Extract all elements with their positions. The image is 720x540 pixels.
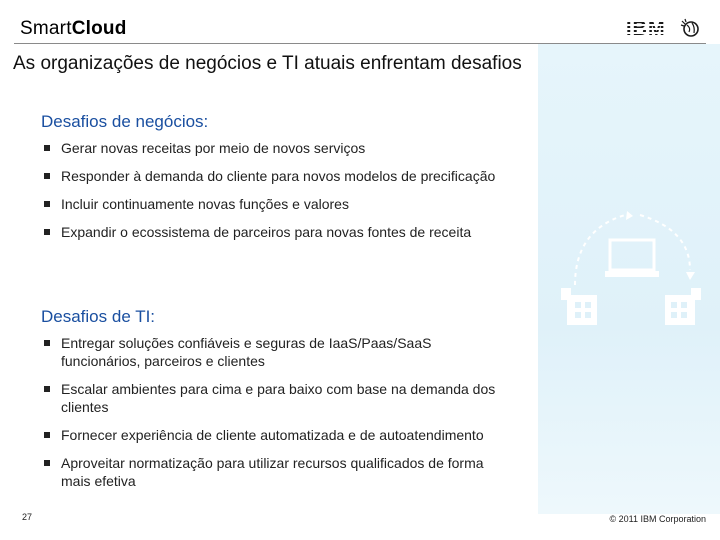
list-item (41, 426, 511, 444)
bullet-text: Aproveitar normatização para utilizar recursos qualificados de forma mais efetiva (61, 455, 484, 489)
ibm-logo-text: IBM (626, 18, 666, 40)
list-item (41, 334, 511, 370)
bullet-marker (44, 173, 50, 179)
list-item (41, 167, 511, 185)
logo-smart-text: Smart (20, 18, 72, 39)
bullet-text: Expandir o ecossistema de parceiros para novas fontes de receita (61, 224, 472, 240)
computer-monitor-icon (605, 240, 659, 277)
building-icon (665, 288, 701, 325)
bullet-marker (44, 460, 50, 466)
bullet-marker (44, 145, 50, 151)
bullet-marker (44, 340, 50, 346)
bullet-marker (44, 201, 50, 207)
bullet-text: Incluir continuamente novas funções e valores (61, 196, 349, 212)
bullet-marker (44, 229, 50, 235)
building-icon (561, 288, 597, 325)
copyright-notice: © 2011 IBM Corporation (609, 514, 706, 524)
bullet-marker (44, 432, 50, 438)
list-item (41, 139, 511, 157)
page-title: As organizações de negócios e TI atuais enfrentam desafios (13, 53, 522, 74)
list-item (41, 380, 511, 416)
bullet-list-business (41, 139, 511, 251)
logo-cloud-text: Cloud (71, 18, 127, 39)
section-heading-it: Desafios de TI: (41, 307, 156, 326)
page-number: 27 (22, 512, 33, 522)
ibm-logo (626, 18, 666, 41)
smartcloud-logo (20, 18, 127, 40)
bullet-text: Entregar soluções confiáveis e seguras de IaaS/Paas/SaaS funcionários, parceiros e clientes (61, 335, 432, 369)
section-heading-business: Desafios de negócios: (41, 112, 209, 131)
list-item (41, 195, 511, 213)
list-item (41, 454, 511, 490)
bullet-text: Fornecer experiência de cliente automatizada e de autoatendimento (61, 427, 484, 443)
list-item (41, 223, 511, 241)
bullet-text: Escalar ambientes para cima e para baixo com base na demanda dos clientes (61, 381, 496, 415)
globe-icon (680, 18, 700, 38)
cloud-cycle-diagram (555, 200, 710, 340)
bullet-text: Responder à demanda do cliente para novos modelos de precificação (61, 168, 496, 184)
bullet-text: Gerar novas receitas por meio de novos serviços (61, 140, 366, 156)
bullet-marker (44, 386, 50, 392)
bullet-list-it (41, 334, 511, 500)
